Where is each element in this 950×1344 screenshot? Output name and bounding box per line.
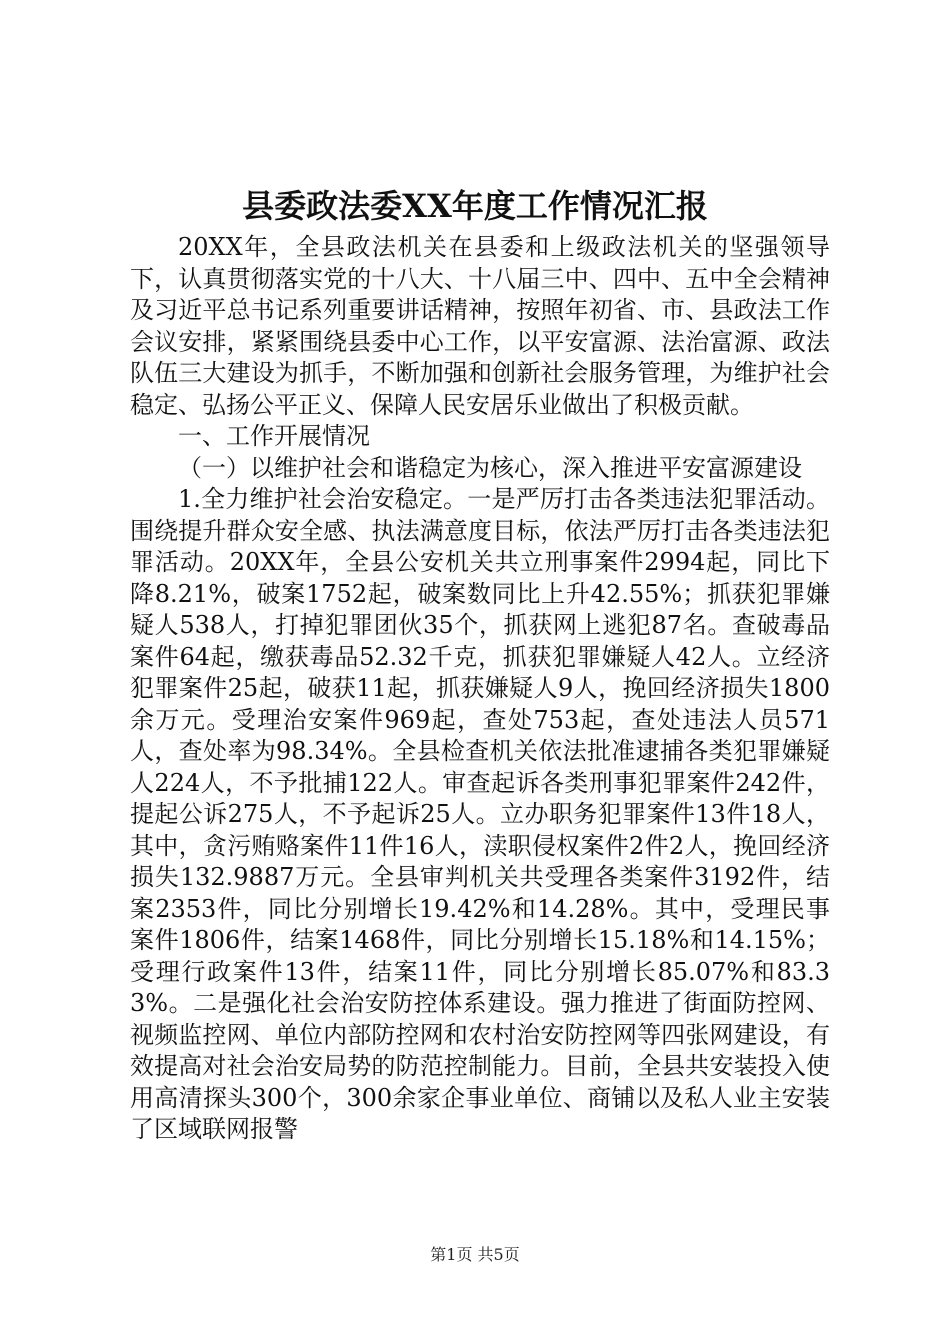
body-paragraph: 1.全力维护社会治安稳定。一是严厉打击各类违法犯罪活动。围绕提升群众安全感、执法满意度目标，依法严厉打击各类违法犯罪活动。20XX年，全县公安机关共立刑事案件2994起，同比下降8.21%，破案1752起，破案数同比上升42.55%；抓获犯罪嫌疑人538人，打掉犯罪团伙35个，抓获网上逃犯87名。查破毒品案件64起，缴获毒品52.32千克，抓获犯罪嫌疑人42人。立经济犯罪案件25起，破获11起，抓获嫌疑人9人，挽回经济损失1800余万元。受理治安案件969起，查处753起，查处违法人员571人，查处率为98.34%。全县检查机关依法批准逮捕各类犯罪嫌疑人224人，不予批捕122人。审查起诉各类刑事犯罪案件242件，提起公诉275人，不予起诉25人。立办职务犯罪案件13件18人，其中，贪污贿赂案件11件16人，渎职侵权案件2件2人，挽回经济损失132.9887万元。全县审判机关共受理各类案件3192件，结案2353件，同比分别增长19.42%和14.28%。其中，受理民事案件1806件，结案1468件，同比分别增长15.18%和14.15%；受理行政案件13件，结案11件，同比分别增长85.07%和83.33%。二是强化社会治安防控体系建设。强力推进了街面防控网、视频监控网、单位内部防控网和农村治安防控网等四张网建设，有效提高对社会治安局势的防范控制能力。目前，全县共安装投入使用高清探头300个，300余家企事业单位、商铺以及私人业主安装了区域联网报警 xyxy=(130,485,830,1143)
document-title: 县委政法委XX年度工作情况汇报 xyxy=(242,187,708,225)
intro-paragraph: 20XX年，全县政法机关在县委和上级政法机关的坚强领导下，认真贯彻落实党的十八大、十八届三中、四中、五中全会精神及习近平总书记系列重要讲话精神，按照年初省、市、县政法工作会议安排，紧紧围绕县委中心工作，以平安富源、法治富源、政法队伍三大建设为抓手，不断加强和创新社会服务管理，为维护社会稳定、弘扬公平正义、保障人民安居乐业做出了积极贡献。 xyxy=(130,233,830,419)
page-footer: 第1页 共5页 xyxy=(430,1245,520,1264)
document-body xyxy=(130,232,830,1146)
section-heading: 一、工作开展情况 xyxy=(178,422,370,450)
subsection-heading: （一）以维护社会和谐稳定为核心，深入推进平安富源建设 xyxy=(178,453,802,482)
